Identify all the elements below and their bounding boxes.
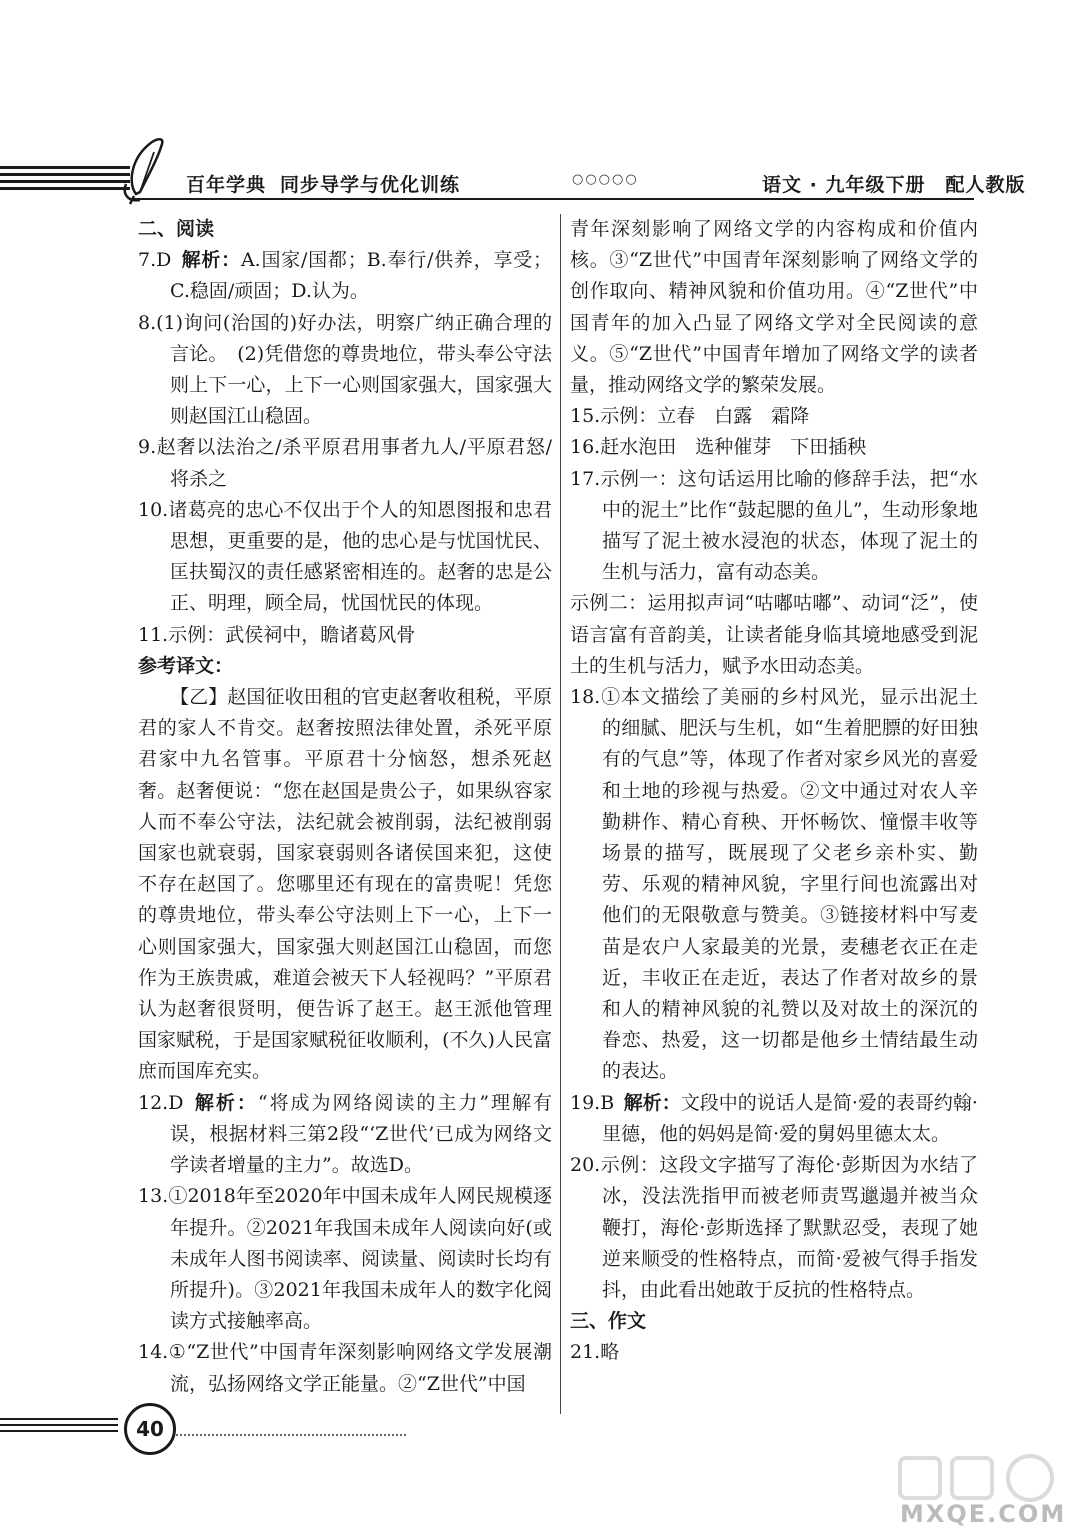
answer-text: ①“Z世代”中国青年深刻影响网络文学发展潮流，弘扬网络文学正能量。②“Z世代”中国 <box>168 1341 552 1395</box>
header-title <box>186 170 460 197</box>
answer-paragraph <box>138 1088 552 1182</box>
header-brand: 百年学典 <box>186 174 267 196</box>
answer-text: ①2018年至2020年中国未成年人网民规模逐年提升。②2021年我国未成年人阅读向好(或未成年人图书阅读率、阅读量、阅读时长均有所提升)。③2021年我国未成年人的数字化阅读方式接触率高。 <box>168 1185 552 1333</box>
question-number: 16. <box>570 436 601 459</box>
question-number: 17. <box>570 467 601 490</box>
answer-paragraph <box>138 620 552 651</box>
header-series: 同步导学与优化训练 <box>280 174 461 196</box>
watermark-text: MXQE.COM <box>900 1500 1067 1528</box>
question-number: 11. <box>138 623 169 646</box>
right-column <box>570 214 978 1369</box>
answer-text: 示例一：这句话运用比喻的修辞手法，把“水中的泥土”比作“鼓起腮的鱼儿”，生动形象地描写了泥土被水浸泡的状态，体现了泥土的生机与活力，富有动态美。 <box>600 467 978 584</box>
header-dots: ○○○○○ <box>572 172 639 187</box>
header-subject: 语文 · 九年级下册 配人教版 <box>762 174 1026 196</box>
page-number: 40 <box>124 1403 176 1455</box>
analysis-label: 解析： <box>180 249 241 272</box>
answer-paragraph <box>570 1337 978 1368</box>
question-number: 19.B <box>570 1091 615 1114</box>
analysis-label: 解析： <box>192 1091 258 1114</box>
answer-paragraph <box>570 1150 978 1306</box>
left-column <box>138 214 552 1400</box>
section-heading: 二、阅读 <box>138 218 215 240</box>
answer-text: 文段中的说话人是简·爱的表哥约翰·里德，他的妈妈是简·爱的舅妈里德太太。 <box>602 1091 978 1145</box>
header-decor-lines <box>0 166 130 194</box>
analysis-label: 解析： <box>623 1091 681 1114</box>
column-divider <box>560 214 561 1414</box>
answer-text: “将成为网络阅读的主力”理解有误，根据材料三第2段“‘Z世代’已成为网络文学读者增量的主力”。故选D。 <box>170 1091 552 1177</box>
answer-paragraph <box>138 682 552 1088</box>
question-number: 13. <box>138 1185 169 1208</box>
question-number: 8. <box>138 311 157 334</box>
question-number: 12.D <box>138 1091 184 1114</box>
quill-icon <box>118 136 178 206</box>
answer-text: A.国家/国都；B.奉行/供养，享受；C.稳固/顽固；D.认为。 <box>170 249 552 303</box>
answer-paragraph <box>138 1181 552 1337</box>
answer-paragraph <box>570 464 978 589</box>
answer-text: 青年深刻影响了网络文学的内容构成和价值内核。③“Z世代”中国青年深刻影响了网络文学的创作取向、精神风貌和价值功用。④“Z世代”中国青年的加入凸显了网络文学对全民阅读的意义。⑤“Z世代”中国青年增加了网络文学的读者量，推动网络文学的繁荣发展。 <box>570 218 978 397</box>
section-heading: 参考译文： <box>138 654 234 677</box>
footer-decor-lines <box>0 1418 118 1436</box>
answer-text: 诸葛亮的忠心不仅出于个人的知恩图报和忠君思想，更重要的是，他的忠心是与忧国忧民、匡扶蜀汉的责任感紧密相连的。赵奢的忠是公正、明理，顾全局，忧国忧民的体现。 <box>168 498 552 615</box>
answer-text: 赵奢以法治之/杀平原君用事者九人/平原君怒/将杀之 <box>156 436 552 490</box>
answer-paragraph <box>570 682 978 1088</box>
answer-text: 示例：立春 白露 霜降 <box>600 405 810 428</box>
answer-text: ①本文描绘了美丽的乡村风光，显示出泥土的细腻、肥沃与生机，如“生着肥膘的好田独有的气息”等，体现了作者对家乡风光的喜爱和土地的珍视与热爱。②文中通过对农人辛勤耕作、精心育秧、开怀畅饮、憧憬丰收等场景的描写，既展现了父老乡亲朴实、勤劳、乐观的精神风貌，字里行间也流露出对他们的无限敬意与赞美。③链接材料中写麦苗是农户人家最美的光景，麦穗老衣正在走近，丰收正在走近，表达了作者对故乡的景和人的精神风貌的礼赞以及对故土的深沉的眷恋、热爱，这一切都是他乡土情结最生动的表达。 <box>600 686 978 1083</box>
answer-paragraph <box>570 1088 978 1150</box>
question-number: 20. <box>570 1154 601 1177</box>
answer-text: 略 <box>600 1341 620 1364</box>
answer-text: 示例：武侯祠中，瞻诸葛风骨 <box>168 623 416 646</box>
question-number: 21. <box>570 1341 601 1364</box>
answer-paragraph <box>570 432 978 463</box>
header-rule <box>132 198 974 200</box>
footer-dotted-rule <box>176 1434 406 1436</box>
question-number: 10. <box>138 498 169 521</box>
answer-text: 示例二：运用拟声词“咕嘟咕嘟”、动词“泛”，使语言富有音韵美，让读者能身临其境地感受到泥土的生机与活力，赋予水田动态美。 <box>570 592 978 677</box>
answer-paragraph <box>138 245 552 307</box>
question-number: 18. <box>570 686 601 709</box>
question-number: 9. <box>138 436 157 459</box>
answer-text: 【乙】赵国征收田租的官吏赵奢收租税，平原君的家人不肯交。赵奢按照法律处置，杀死平原君家中九名管事。平原君十分恼怒，想杀死赵奢。赵奢便说：“您在赵国是贵公子，如果纵容家人而不奉公守法，法纪就会被削弱，法纪被削弱国家也就衰弱，国家衰弱则各诸侯国来犯，这使不存在赵国了。您哪里还有现在的富贵呢！凭您的尊贵地位，带头奉公守法则上下一心，上下一心则国家强大，国家强大则赵国江山稳固，而您作为王族贵戚，难道会被天下人轻视吗？”平原君认为赵奢很贤明，便告诉了赵王。赵王派他管理国家赋税，于是国家赋税征收顺利，(不久)人民富庶而国库充实。 <box>138 686 552 1083</box>
answer-paragraph <box>570 401 978 432</box>
answer-paragraph <box>138 495 552 620</box>
section-heading: 三、作文 <box>570 1310 647 1333</box>
question-number: 7.D <box>138 249 172 272</box>
question-number: 14. <box>138 1341 169 1364</box>
answer-paragraph <box>570 588 978 682</box>
answer-paragraph <box>138 432 552 494</box>
answer-text: (1)询问(治国的)好办法，明察广纳正确合理的言论。 (2)凭借您的尊贵地位，带头奉公守法则上下一心，上下一心则国家强大，国家强大则赵国江山稳固。 <box>156 311 552 428</box>
question-number: 15. <box>570 405 601 428</box>
answer-paragraph <box>138 1337 552 1399</box>
answer-text: 赶水泡田 选种催芽 下田插秧 <box>600 436 867 459</box>
answer-text: 示例：这段文字描写了海伦·彭斯因为水结了冰，没法洗指甲而被老师责骂邋遢并被当众鞭打，海伦·彭斯选择了默默忍受，表现了她逆来顺受的性格特点，而简·爱被气得手指发抖，由此看出她敢于反抗的性格特点。 <box>600 1154 978 1301</box>
answer-paragraph <box>138 308 552 433</box>
answer-paragraph <box>570 214 978 401</box>
